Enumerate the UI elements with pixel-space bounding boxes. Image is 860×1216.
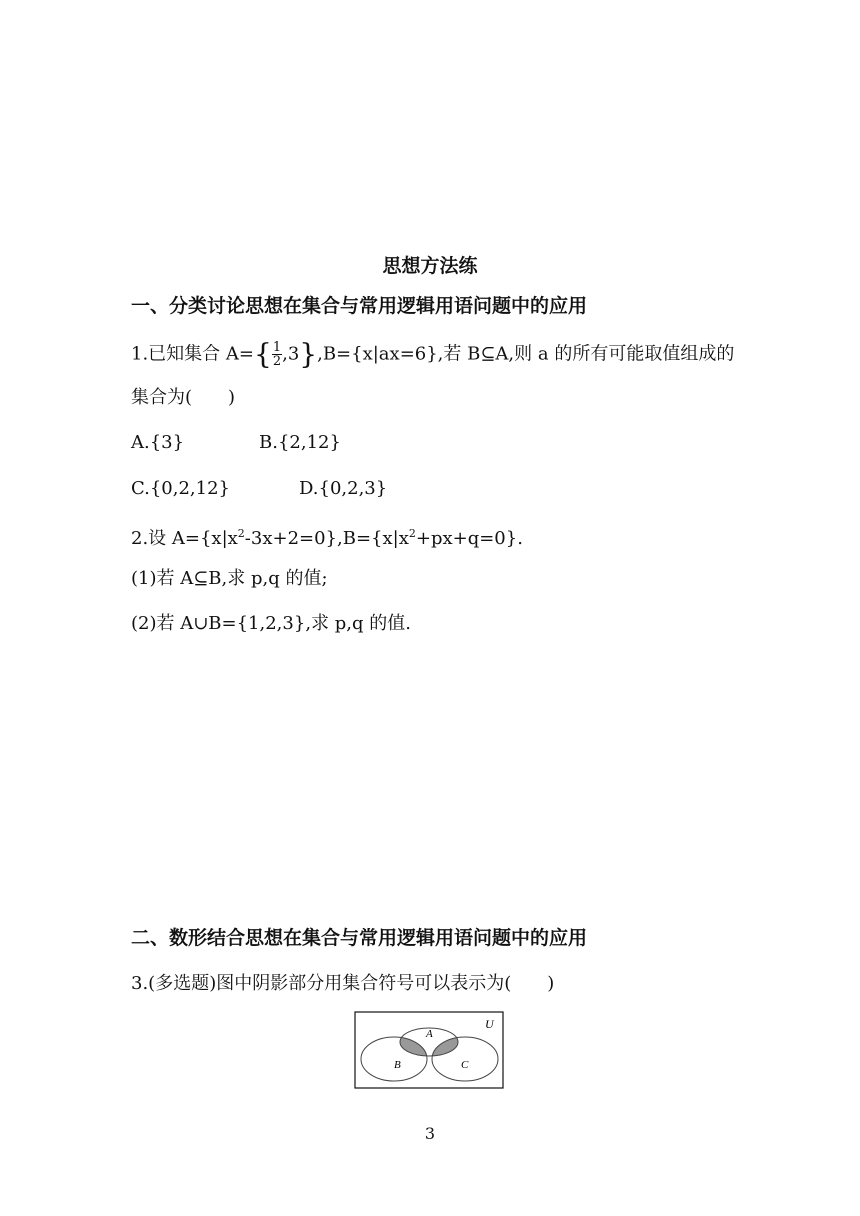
q1-option-c: C.{0,2,12}	[131, 478, 231, 499]
question-1-line-2: 集合为( )	[131, 387, 236, 408]
q2-stem-a: 2.设 A={x|x	[131, 528, 238, 549]
label-c: C	[461, 1059, 469, 1071]
q2-stem-c: +px+q=0}.	[415, 528, 523, 549]
page-title: 思想方法练	[382, 255, 478, 277]
right-brace: }	[299, 337, 318, 371]
q2-stem-b: -3x+2=0},B={x|x	[244, 528, 409, 549]
left-brace: {	[253, 337, 272, 371]
q1-rest: ,B={x|ax=6},若 B⊆A,则 a 的所有可能取值组成的	[317, 343, 735, 365]
label-u: U	[485, 1017, 494, 1031]
q2-exponent-2: 2	[408, 527, 416, 540]
question-1-line-1	[131, 337, 735, 371]
q2-exponent-1: 2	[237, 527, 245, 540]
question-2-part-1: (1)若 A⊆B,求 p,q 的值;	[131, 568, 328, 589]
q1-after-fraction: ,3	[282, 343, 300, 365]
label-b: B	[394, 1059, 401, 1071]
label-a: A	[426, 1028, 433, 1040]
q1-option-a: A.{3}	[131, 432, 185, 453]
q1-option-b: B.{2,12}	[259, 432, 341, 453]
fraction-numerator: 1	[272, 340, 282, 355]
section-1-heading: 一、分类讨论思想在集合与常用逻辑用语问题中的应用	[131, 295, 588, 317]
universe-rectangle	[355, 1012, 503, 1088]
q1-option-d: D.{0,2,3}	[299, 478, 388, 499]
q1-prefix: 1.已知集合 A=	[131, 343, 254, 365]
fraction-denominator: 2	[272, 354, 282, 369]
section-2-heading: 二、数形结合思想在集合与常用逻辑用语问题中的应用	[131, 927, 588, 949]
fraction-one-half	[272, 341, 282, 368]
page-number: 3	[424, 1124, 436, 1143]
question-3-stem: 3.(多选题)图中阴影部分用集合符号可以表示为( )	[131, 973, 555, 994]
question-2-part-2: (2)若 A∪B={1,2,3},求 p,q 的值.	[131, 613, 411, 634]
venn-diagram	[354, 1011, 504, 1089]
question-2-stem	[131, 522, 523, 551]
